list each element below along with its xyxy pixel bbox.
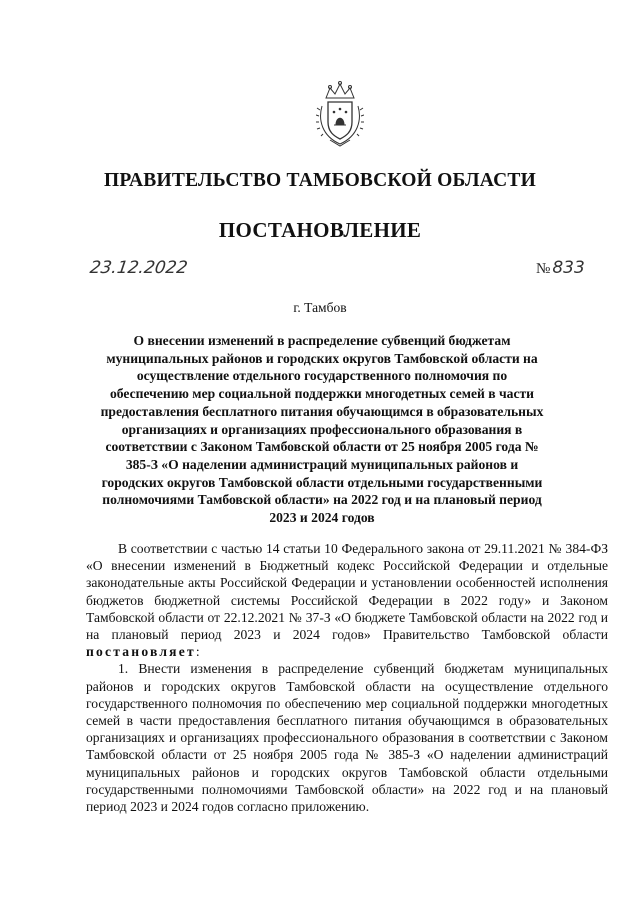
document-body bbox=[86, 540, 608, 815]
document-number bbox=[536, 258, 585, 278]
preamble-text: В соответствии с частью 14 статьи 10 Федерального закона от 29.11.2021 № 384-ФЗ «О внесении изменений в Бюджетный кодекс Российской Федерации и отдельные законодательные акты Российской Федерации и установлении особенностей исполнения бюджетов бюджетной системы Российской Федерации в 2022 году» и Законом Тамбовской области от 22.12.2021 № 37-З «О бюджете Тамбовской области на 2022 год и на плановый период 2023 и 2024 годов» Правительство Тамбовской области bbox=[86, 541, 608, 643]
document-date: 23.12.2022 bbox=[88, 258, 189, 278]
number-sign: № bbox=[536, 261, 551, 277]
tambov-coat-of-arms-icon bbox=[316, 80, 364, 148]
document-subject: О внесении изменений в распределение субвенций бюджетам муниципальных районов и городских округов Тамбовской области на осуществление отдельного государственного полномочия по обеспечению мер социальной поддержки многодетных семей в части предоставления бесплатного питания обучающимся в образовательных организациях и организациях профессионального образования в соответствии с Законом Тамбовской области от 25 ноября 2005 года № 385-З «О наделении администраций муниципальных районов и городских округов Тамбовской области отдельными государственными полномочиями Тамбовской области» на 2022 год и на плановый период 2023 и 2024 годов bbox=[100, 333, 544, 526]
decree-colon: : bbox=[195, 644, 200, 660]
decree-word: постановляет bbox=[86, 644, 196, 660]
item-1-paragraph: 1. Внести изменения в распределение субвенций бюджетам муниципальных районов и городских округов Тамбовской области на осуществление отдельного государственного полномочия по обеспечению мер социальной поддержки многодетных семей в части предоставления бесплатного питания обучающимся в образовательных организациях и организациях профессионального образования в соответствии с Законом Тамбовской области от 25 ноября 2005 года № 385-З «О наделении администраций муниципальных районов и городских округов Тамбовской области отдельными государственными полномочиями Тамбовской области» на 2022 год и на плановый период 2023 и 2024 годов согласно приложению. bbox=[86, 661, 608, 815]
number-value: 833 bbox=[552, 258, 585, 278]
document-type-title: ПОСТАНОВЛЕНИЕ bbox=[218, 218, 422, 242]
city-line: г. Тамбов bbox=[293, 300, 347, 315]
preamble-paragraph bbox=[86, 540, 608, 660]
organization-title: ПРАВИТЕЛЬСТВО ТАМБОВСКОЙ ОБЛАСТИ bbox=[104, 170, 536, 191]
